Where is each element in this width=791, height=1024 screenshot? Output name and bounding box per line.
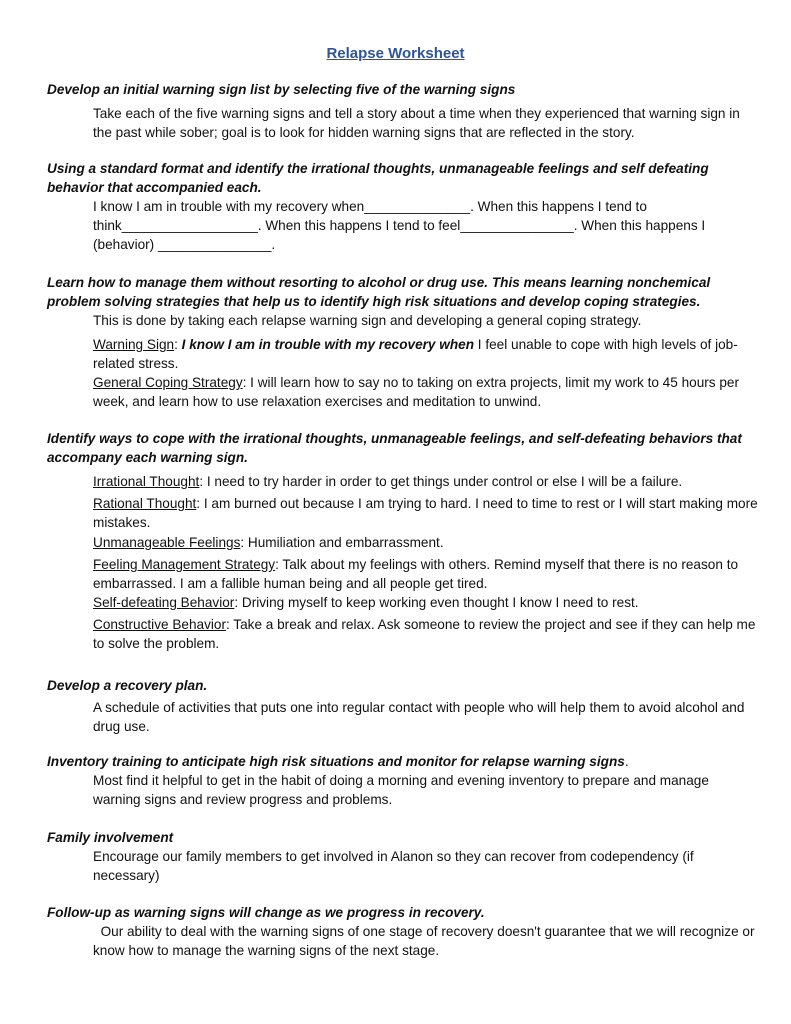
coping-strategy-text: : I will learn how to say no to taking on extra projects, limit my work to 45 hours per week, and learn how to use relaxation exercises and meditation to unwind.	[93, 375, 740, 410]
coping-item-feeling-management-strategy	[93, 555, 758, 593]
section-body-family-involvement: Encourage our family members to get involved in Alanon so they can recover from codependency (if necessary)	[93, 849, 694, 884]
coping-item-label: Unmanageable Feelings	[93, 535, 241, 550]
coping-item-label: Self-defeating Behavior	[93, 595, 235, 610]
warning-sign-example: Warning Sign: I know I am in trouble with my recovery when I feel unable to cope with high levels of job-related stress.	[93, 337, 738, 372]
page-title: Relapse Worksheet	[326, 45, 465, 62]
warning-sign-bold-text: I know I am in trouble with my recovery when	[181, 337, 475, 352]
coping-item-label: Rational Thought	[93, 496, 197, 511]
section-heading-recovery-plan: Develop a recovery plan.	[47, 678, 208, 693]
coping-item-irrational-thought	[93, 472, 758, 491]
section-body-recovery-plan: A schedule of activities that puts one into regular contact with people who will help them to avoid alcohol and drug use.	[93, 700, 745, 735]
coping-item-constructive-behavior	[93, 615, 758, 653]
coping-item-rational-thought	[93, 494, 758, 532]
section-body-standard-format: I know I am in trouble with my recovery when______________. When this happens I tend to think__________________. When this happens I tend to feel_______________. When this happens I (behavior) _______________.	[93, 199, 706, 253]
section-heading-inventory-training	[47, 752, 757, 771]
coping-item-text: : I am burned out because I am trying to hard. I need to time to rest or I will start making more mistakes.	[93, 496, 758, 531]
section-heading-warning-sign-list: Develop an initial warning sign list by selecting five of the warning signs	[47, 82, 516, 97]
section-heading-family-involvement: Family involvement	[47, 830, 174, 845]
warning-sign-text: I feel unable to cope with high levels of job-related stress.	[93, 337, 738, 372]
inventory-training-heading-tail: .	[624, 754, 629, 769]
general-coping-strategy-example	[93, 373, 758, 411]
coping-item-label: Irrational Thought	[93, 474, 200, 489]
section-intro-manage-without-alcohol: This is done by taking each relapse warning sign and developing a general coping strategy.	[93, 313, 642, 328]
coping-item-text: : Talk about my feelings with others. Remind myself that there is no reason to embarrassed. I am a fallible human being and all people get tired.	[93, 557, 739, 592]
section-heading-follow-up: Follow-up as warning signs will change as we progress in recovery.	[47, 905, 485, 920]
section-heading-manage-without-alcohol: Learn how to manage them without resorting to alcohol or drug use. This means learning nonchemical problem solving strategies that help us to identify high risk situations and develop coping strategies.	[47, 275, 711, 310]
coping-item-self-defeating-behavior	[93, 593, 758, 612]
section-body-warning-sign-list: Take each of the five warning signs and tell a story about a time when they experienced that warning sign in the past while sober; goal is to look for hidden warning signs that are reflected in the story.	[93, 106, 740, 141]
warning-sign-label: Warning Sign	[93, 337, 175, 352]
coping-item-text: : Driving myself to keep working even thought I know I need to rest.	[234, 595, 639, 610]
coping-item-unmanageable-feelings	[93, 533, 758, 552]
coping-item-label: Feeling Management Strategy	[93, 557, 276, 572]
section-body-follow-up: Our ability to deal with the warning signs of one stage of recovery doesn't guarantee that we will recognize or know how to manage the warning signs of the next stage.	[93, 924, 759, 959]
section-heading-identify-ways-to-cope: Identify ways to cope with the irrational thoughts, unmanageable feelings, and self-defeating behaviors that accompany each warning sign.	[47, 431, 742, 466]
coping-item-text: : Take a break and relax. Ask someone to review the project and see if they can help me to solve the problem.	[93, 617, 756, 652]
section-body-inventory-training: Most find it helpful to get in the habit of doing a morning and evening inventory to prepare and manage warning signs and review progress and problems.	[93, 773, 709, 808]
section-heading-standard-format: Using a standard format and identify the irrational thoughts, unmanageable feelings and self defeating behavior that accompanied each.	[47, 161, 709, 196]
coping-item-text: : I need to try harder in order to get things under control or else I will be a failure.	[199, 474, 683, 489]
coping-strategy-label: General Coping Strategy	[93, 375, 243, 390]
coping-item-label: Constructive Behavior	[93, 617, 226, 632]
coping-item-text: : Humiliation and embarrassment.	[240, 535, 444, 550]
inventory-training-heading-text: Inventory training to anticipate high risk situations and monitor for relapse warning signs	[47, 754, 625, 769]
